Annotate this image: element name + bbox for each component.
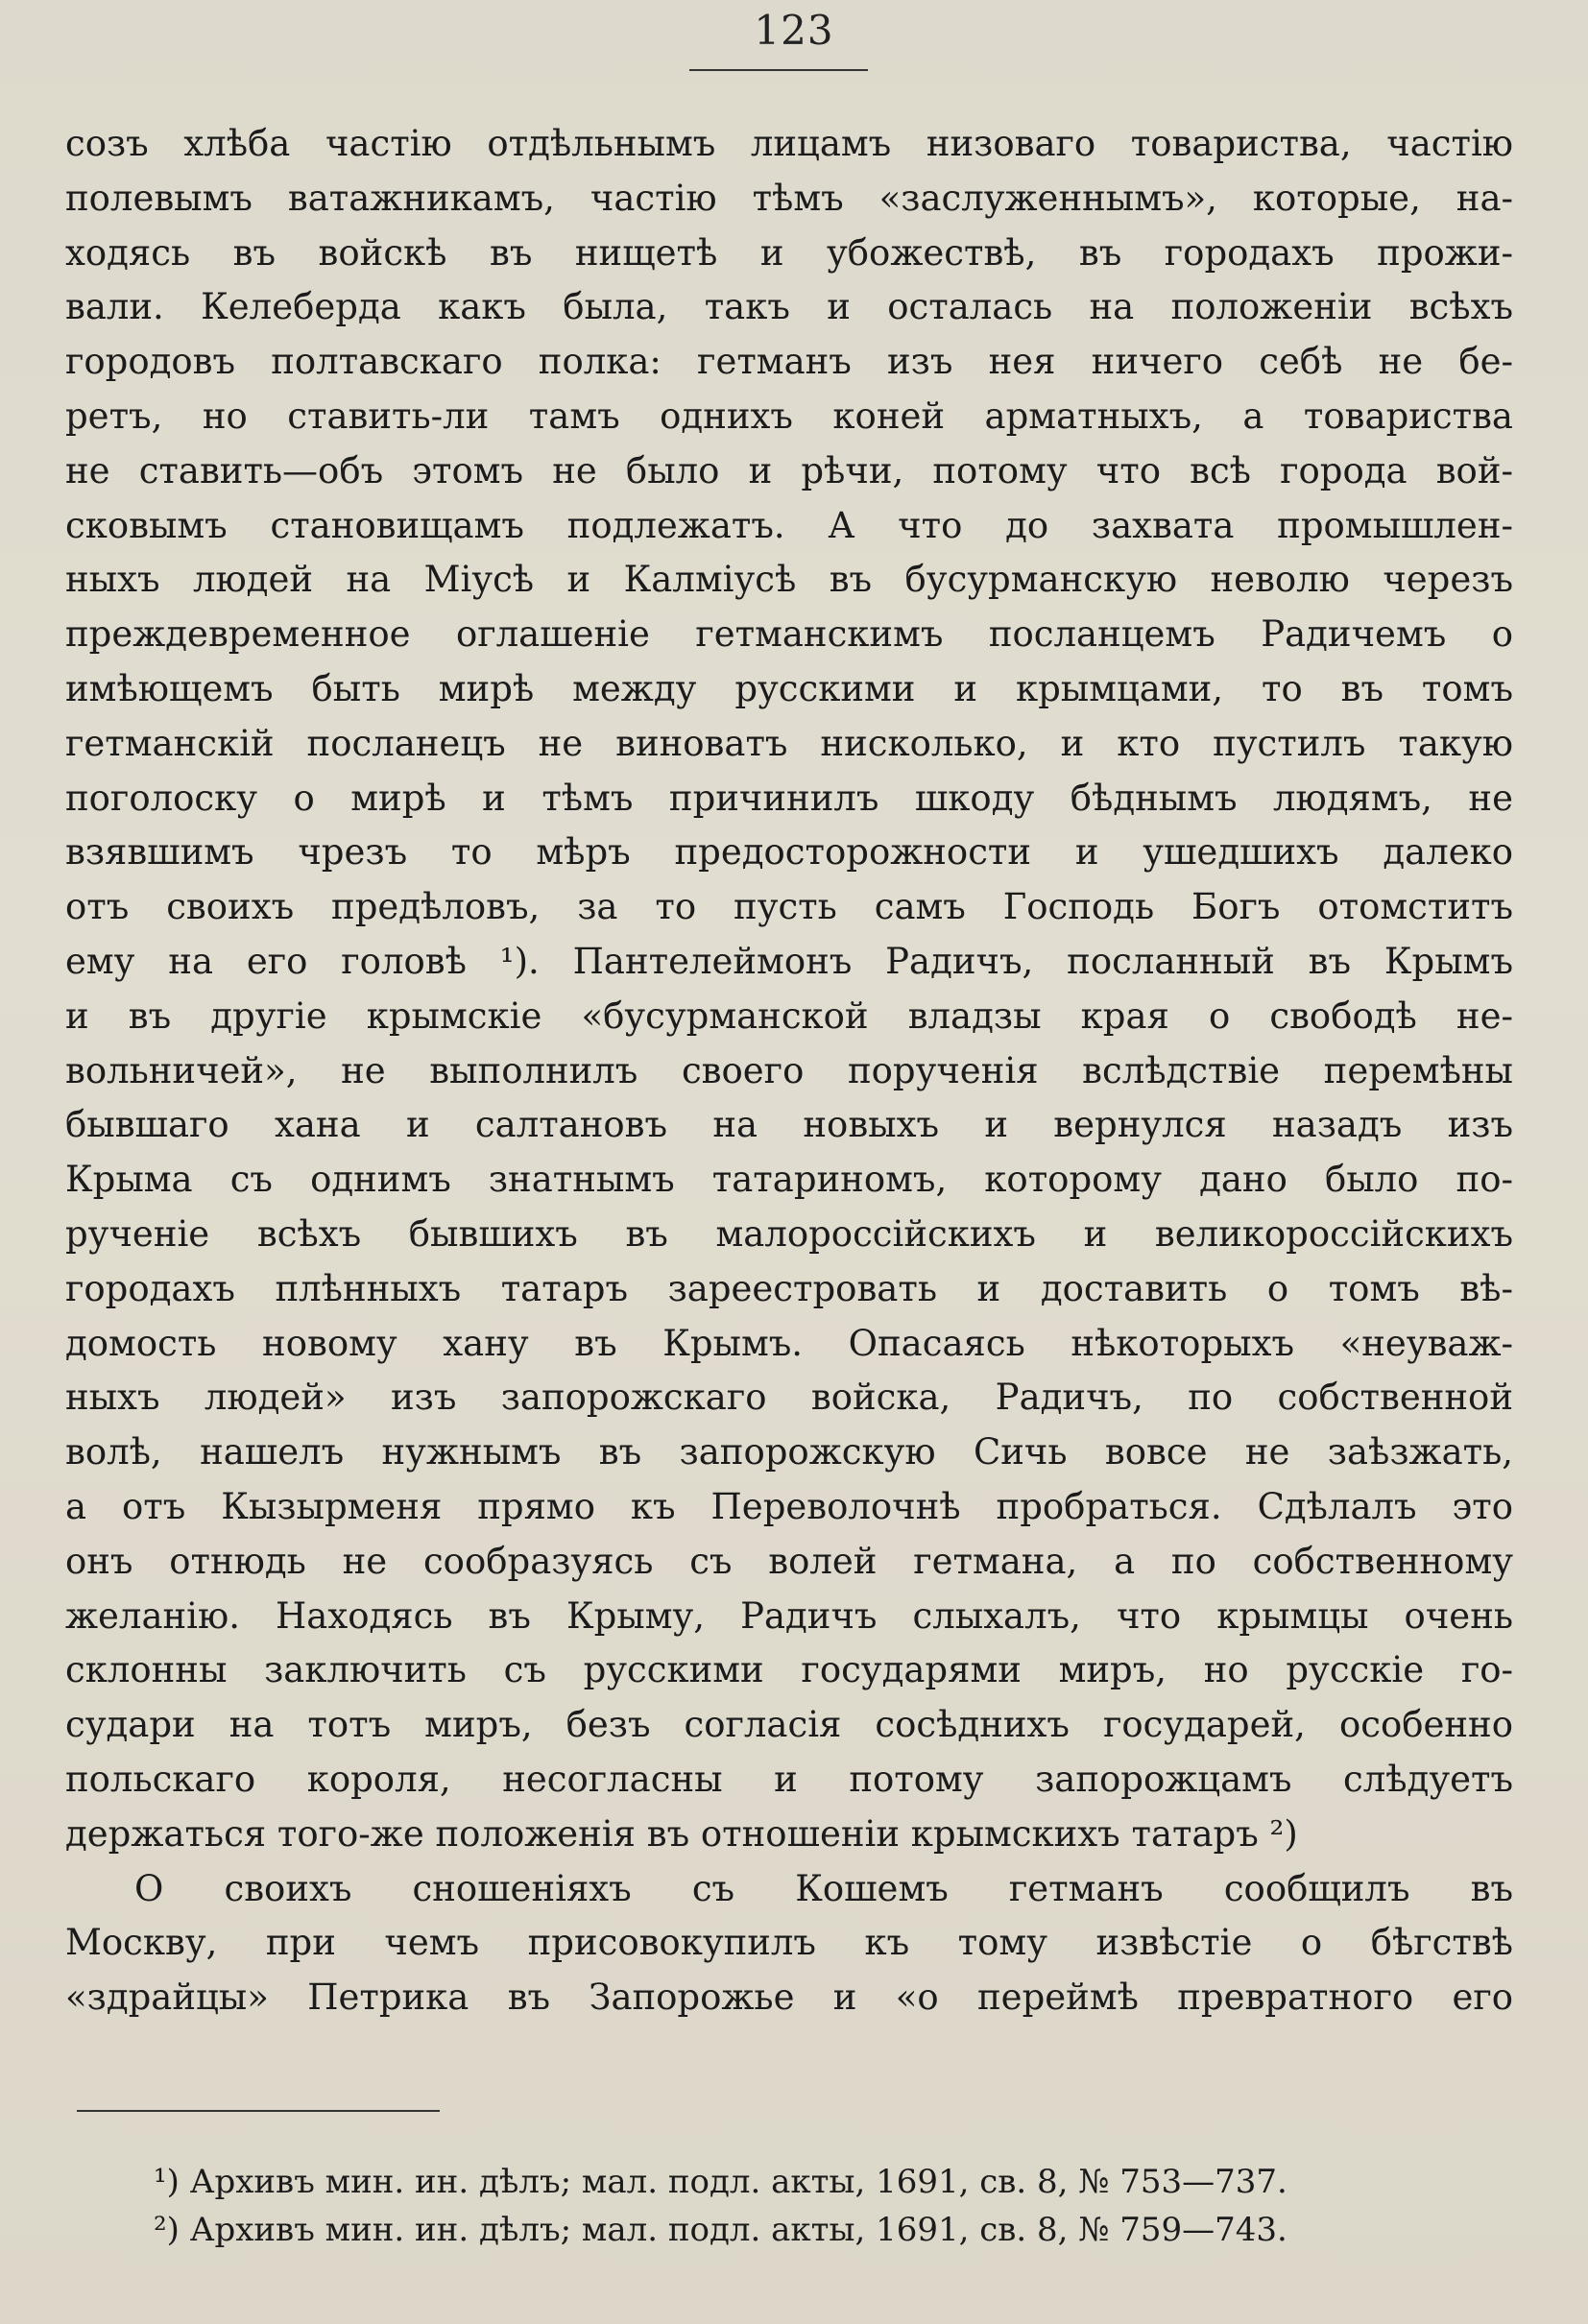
- text-line: а отъ Кызырменя прямо къ Переволочнѣ пробраться. Сдѣлалъ это: [65, 1485, 1513, 1527]
- body-text: [65, 117, 1513, 2025]
- text-line: сковымъ становищамъ подлежатъ. А что до захвата промышлен-: [65, 504, 1513, 546]
- text-line: взявшимъ чрезъ то мѣръ предосторожности и ушедшихъ далеко: [65, 831, 1513, 874]
- text-line: ныхъ людей» изъ запорожскаго войска, Радичъ, по собственной: [65, 1377, 1513, 1419]
- text-line: Крыма съ однимъ знатнымъ татариномъ, которому дано было по-: [65, 1159, 1513, 1201]
- text-line: ныхъ людей на Міусѣ и Калміусѣ въ бусурманскую неволю черезъ: [65, 559, 1513, 601]
- text-line: вали. Келеберда какъ была, такъ и осталась на положеніи всѣхъ: [65, 286, 1513, 328]
- text-line: созъ хлѣба частію отдѣльнымъ лицамъ низоваго товариства, частію: [65, 123, 1513, 164]
- text-line: имѣющемъ быть мирѣ между русскими и крымцами, то въ томъ: [65, 667, 1513, 709]
- text-line: рученіе всѣхъ бывшихъ въ малороссійскихъ и великороссійскихъ: [65, 1212, 1513, 1255]
- text-line: вольничей», не выполнилъ своего порученія вслѣдствіе перемѣны: [65, 1049, 1513, 1091]
- text-line: поголоску о мирѣ и тѣмъ причинилъ шкоду бѣднымъ людямъ, не: [65, 777, 1513, 819]
- text-line: отъ своихъ предѣловъ, за то пусть самъ Господь Богъ отомститъ: [65, 886, 1513, 928]
- footnotes: [154, 2158, 1479, 2254]
- paragraph-end-line: держаться того-же положенія въ отношеніи крымскихъ татаръ ²): [65, 1812, 1298, 1855]
- text-line: бывшаго хана и салтановъ на новыхъ и вернулся назадъ изъ: [65, 1104, 1513, 1146]
- text-line: ходясь въ войскѣ въ нищетѣ и убожествѣ, въ городахъ прожи-: [65, 231, 1513, 274]
- text-line: городовъ полтавскаго полка: гетманъ изъ нея ничего себѣ не бе-: [65, 341, 1513, 383]
- text-line: Москву, при чемъ присовокупилъ къ тому извѣстіе о бѣгствѣ: [65, 1922, 1513, 1964]
- text-line: не ставить—объ этомъ не было и рѣчи, потому что всѣ города вой-: [65, 449, 1513, 491]
- text-line: волѣ, нашелъ нужнымъ въ запорожскую Сичь вовсе не заѣзжать,: [65, 1431, 1513, 1473]
- page-number: 123: [754, 7, 834, 54]
- text-line: польскаго короля, несогласны и потому запорожцамъ слѣдуетъ: [65, 1758, 1513, 1800]
- text-line: ретъ, но ставить-ли тамъ однихъ коней арматныхъ, а товариства: [65, 395, 1513, 437]
- text-line: онъ отнюдь не сообразуясь съ волей гетмана, а по собственному: [65, 1540, 1513, 1582]
- text-line: судари на тотъ миръ, безъ согласія сосѣднихъ государей, особенно: [65, 1704, 1513, 1746]
- text-line: преждевременное оглашеніе гетманскимъ посланцемъ Радичемъ о: [65, 613, 1513, 656]
- header-rule: [689, 69, 868, 71]
- footnote-separator: [77, 2110, 440, 2112]
- footnote-2: ²) Архивъ мин. ин. дѣлъ; мал. подл. акты, 1691, св. 8, № 759—743.: [154, 2211, 1287, 2249]
- paragraph-start-line: О своихъ сношеніяхъ съ Кошемъ гетманъ сообщилъ въ: [134, 1867, 1513, 1909]
- text-line: и въ другіе крымскіе «бусурманской владзы края о свободѣ не-: [65, 994, 1513, 1037]
- text-line: полевымъ ватажникамъ, частію тѣмъ «заслуженнымъ», которые, на-: [65, 177, 1513, 219]
- text-line: домость новому хану въ Крымъ. Опасаясь нѣкоторыхъ «неуваж-: [65, 1322, 1513, 1364]
- text-line: «здрайцы» Петрика въ Запорожье и «о переймѣ превратного его: [65, 1977, 1513, 2019]
- text-line: ему на его головѣ ¹). Пантелеймонъ Радичъ, посланный въ Крымъ: [65, 940, 1513, 982]
- text-line: гетманскій посланецъ не виноватъ нисколько, и кто пустилъ такую: [65, 722, 1513, 764]
- text-line: склонны заключить съ русскими государями миръ, но русскіе го-: [65, 1649, 1513, 1691]
- text-line: городахъ плѣнныхъ татаръ зареестровать и доставить о томъ вѣ-: [65, 1267, 1513, 1309]
- text-line: желанію. Находясь въ Крыму, Радичъ слыхалъ, что крымцы очень: [65, 1594, 1513, 1637]
- footnote-1: ¹) Архивъ мин. ин. дѣлъ; мал. подл. акты, 1691, св. 8, № 753—737.: [154, 2163, 1287, 2201]
